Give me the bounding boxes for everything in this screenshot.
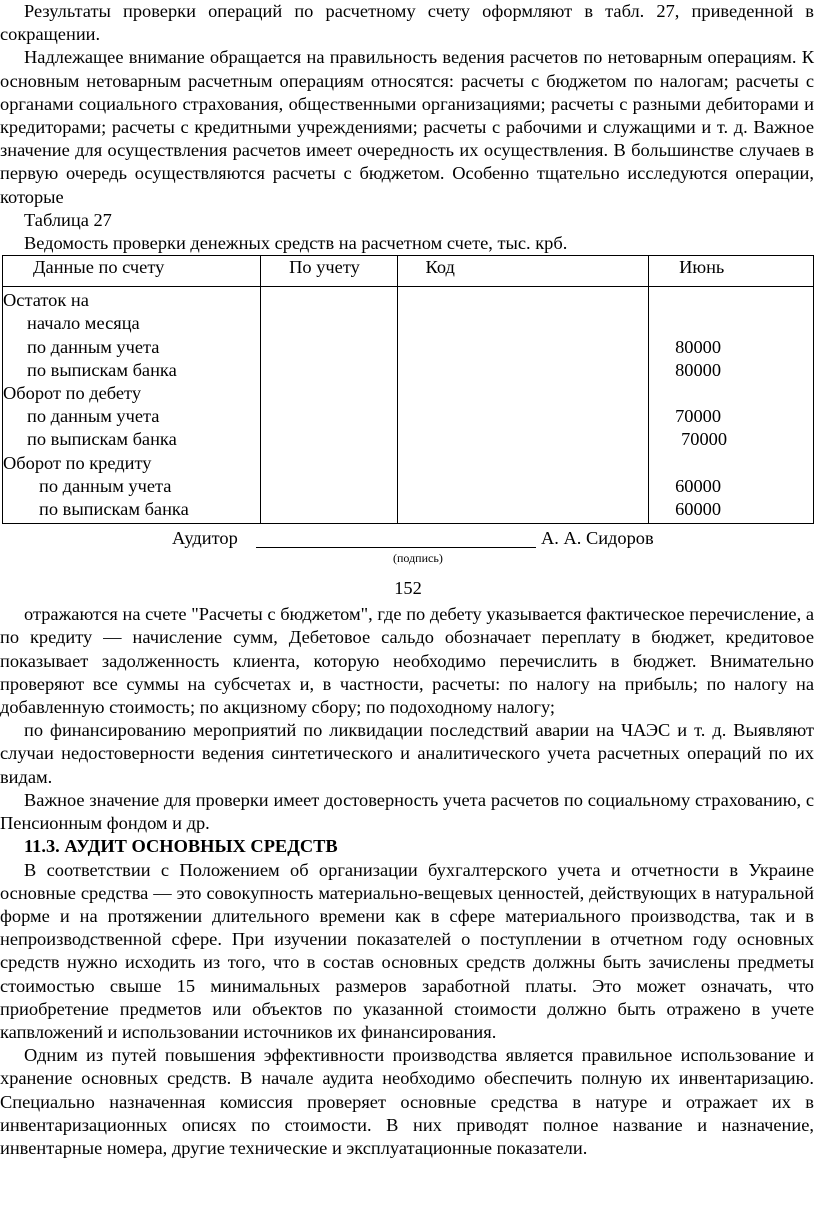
signature-caption: (подпись) (393, 551, 443, 566)
signature-note (0, 553, 816, 571)
june-value: 60000 (675, 475, 722, 496)
row-label: по выпискам банка (39, 499, 189, 520)
row-label: по данным учета (39, 475, 172, 496)
june-value: 80000 (675, 359, 722, 380)
paragraph-nontrade-operations: Надлежащее внимание обращается на правильность ведения расчетов по нетоварным операциям. К основным нетоварным расчетным операциям относятся: расчеты с бюджетом по налогам; расчеты с органами социального страхования, общественными организациями; расчеты с разными дебиторами и кредиторами; расчеты с кредитными учреждениями; расчеты с рабочими и служащими и т. д. Важное значение для осуществления расчетов имеет очередность их осуществления. В большинстве случаев в первую очередь осуществляются расчеты с бюджетом. Особенно тщательно исследуются операции, которые (0, 47, 814, 207)
row-labels-cell (3, 287, 261, 524)
bottom-text (0, 603, 816, 1160)
june-values-cell (649, 287, 814, 524)
june-value: 60000 (675, 499, 722, 519)
table-title: Ведомость проверки денежных средств на расчетном счете, тыс. крб. (24, 233, 568, 254)
table-label: Таблица 27 (24, 209, 112, 230)
header-per-records: По учету (261, 256, 397, 287)
signature-line (256, 547, 536, 548)
header-code: Код (397, 256, 649, 287)
paragraph-fixed-assets: В соответствии с Положением об организации бухгалтерского учета и отчетности в Украине основные средства — это совокупность материально-вещевых ценностей, действующих в натуральной форме и на протяжении длительного времени как в сфере материального производства, так и в непроизводственной сфере. При изучении показателей о поступлении в отчетном году основных средств нужно исходить из того, что в состав основных средств должны быть зачислены предметы стоимостью свыше 15 минимальных размеров заработной платы. Это может означать, что приобретение предметов или объектов по указанной стоимости должно быть отражено в учете капвложений и использовании источников их финансирования. (0, 859, 814, 1042)
section-heading: 11.3. АУДИТ ОСНОВНЫХ СРЕДСТВ (24, 836, 338, 857)
row-label: по выпискам банка (27, 429, 177, 450)
row-label: Оборот по кредиту (3, 452, 152, 473)
paragraph-chaes: по финансированию мероприятий по ликвидации последствий аварии на ЧАЭС и т. д. Выявляют случаи недостоверности ведения синтетического и аналитического учета расчетных операций по их видам. (0, 720, 814, 787)
table-header-row (3, 256, 814, 287)
code-cell (397, 287, 649, 524)
paragraph-intro: Результаты проверки операций по расчетному счету оформляют в табл. 27, приведенной в сокращении. (0, 1, 814, 45)
auditor-signature (0, 527, 816, 553)
row-label: по выпискам банка (27, 359, 177, 380)
row-label: по данным учета (27, 406, 160, 427)
page-number: 152 (394, 578, 422, 599)
auditor-label: Аудитор (172, 528, 238, 549)
june-value: 70000 (681, 429, 728, 450)
header-june: Июнь (649, 256, 814, 287)
auditor-name: А. А. Сидоров (541, 528, 654, 549)
paragraph-budget-account: отражаются на счете "Расчеты с бюджетом", где по дебету указывается фактическое перечисление, а по кредиту — начисление сумм, Дебетовое сальдо обозначает переплату в бюджет, кредитовое показывает задолженность клиента, которую необходимо перечислить в бюджет. Внимательно проверяют все суммы на субсчетах и, в частности, расчеты: по налогу на прибыль; по налогу на добавленную стоимость; по акцизному сбору; по подоходному налогу; (0, 604, 814, 718)
paragraph-social-insurance: Важное значение для проверки имеет достоверность учета расчетов по социальному страхованию, с Пенсионным фондом и др. (0, 789, 814, 834)
statement-table (2, 255, 814, 524)
june-value: 80000 (675, 336, 722, 357)
row-label: по данным учета (27, 336, 160, 357)
top-text (0, 0, 816, 209)
row-label: Оборот по дебету (3, 383, 142, 404)
per-records-cell (261, 287, 397, 524)
row-label: начало месяца (27, 313, 140, 334)
paragraph-efficiency: Одним из путей повышения эффективности производства является правильное использование и хранение основных средств. В начале аудита необходимо обеспечить полную их инвентаризацию. Специально назначенная комиссия проверяет основные средства в натуре и отражает их в инвентаризационных описях по стоимости. В них приводят полное название и назначение, инвентарные номера, другие технические и эксплуатационные показатели. (0, 1045, 814, 1158)
row-label: Остаток на (3, 290, 89, 311)
table-body-row (3, 287, 814, 524)
june-value: 70000 (675, 406, 722, 427)
header-account-data: Данные по счету (3, 256, 261, 287)
